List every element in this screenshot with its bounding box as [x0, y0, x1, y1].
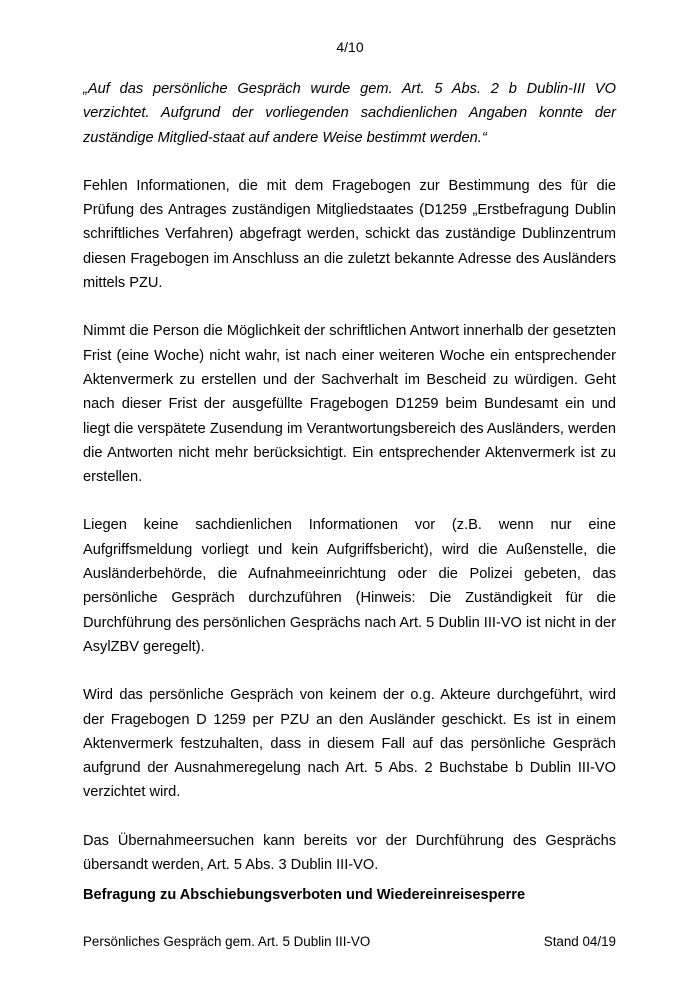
paragraph-written-answer-deadline: Nimmt die Person die Möglichkeit der schriftlichen Antwort innerhalb der gesetzten Frist (eine Woche) nicht wahr, ist nach einer weiteren Woche ein entsprechender Aktenvermerk zu erstellen und der Sachverhalt im Bescheid zu würdigen. Geht nach dieser Frist der ausgefüllte Fragebogen D1259 beim Bundesamt ein und liegt die verspätete Zusendung im Verantwortungsbereich des Ausländers, werden die Antworten nicht mehr berücksichtigt. Ein entsprechender Aktenvermerk ist zu erstellen. [83, 323, 616, 486]
document-body [83, 77, 616, 901]
quote-paragraph: „Auf das persönliche Gespräch wurde gem. Art. 5 Abs. 2 b Dublin-III VO verzichtet. Aufgrund der vorliegenden sachdienlichen Angaben konnte der zuständige Mitglied-staat auf andere Weise bestimmt werden.“ [83, 81, 616, 146]
paragraph-interview-not-conducted: Wird das persönliche Gespräch von keinem der o.g. Akteure durchgeführt, wird der Fragebogen D 1259 per PZU an den Ausländer geschickt. Es ist in einem Aktenvermerk festzuhalten, dass in diesem Fall auf das persönliche Gespräch aufgrund der Ausnahmeregelung nach Art. 5 Abs. 2 Buchstabe b Dublin III-VO verzichtet wird. [83, 687, 616, 801]
footer-document-title: Persönliches Gespräch gem. Art. 5 Dublin III-VO [83, 934, 371, 949]
section-heading: Befragung zu Abschiebungsverboten und Wiedereinreisesperre [83, 887, 526, 903]
page-number: 4/10 [336, 39, 364, 55]
paragraph-missing-information: Fehlen Informationen, die mit dem Fragebogen zur Bestimmung des für die Prüfung des Antrages zuständigen Mitgliedstaates (D1259 „Erstbefragung Dublin schriftliches Verfahren) abgefragt werden, schickt das zuständige Dublinzentrum diesen Fragebogen im Anschluss an die zuletzt bekannte Adresse des Ausländers mittels PZU. [83, 177, 616, 292]
footer-version-date: Stand 04/19 [543, 934, 616, 949]
paragraph-no-relevant-information: Liegen keine sachdienlichen Informationen vor (z.B. wenn nur eine Aufgriffsmeldung vorliegt und kein Aufgriffsbericht), wird die Außenstelle, die Ausländerbehörde, die Aufnahmeeinrichtung oder die Polizei gebeten, das persönliche Gespräch durchzuführen (Hinweis: Die Zuständigkeit für die Durchführung des persönlichen Gesprächs nach Art. 5 Dublin III-VO ist nicht in der AsylZBV geregelt). [83, 517, 616, 655]
paragraph-takeover-request: Das Übernahmeersuchen kann bereits vor der Durchführung des Gesprächs übersandt werden, Art. 5 Abs. 3 Dublin III-VO. [83, 832, 616, 874]
